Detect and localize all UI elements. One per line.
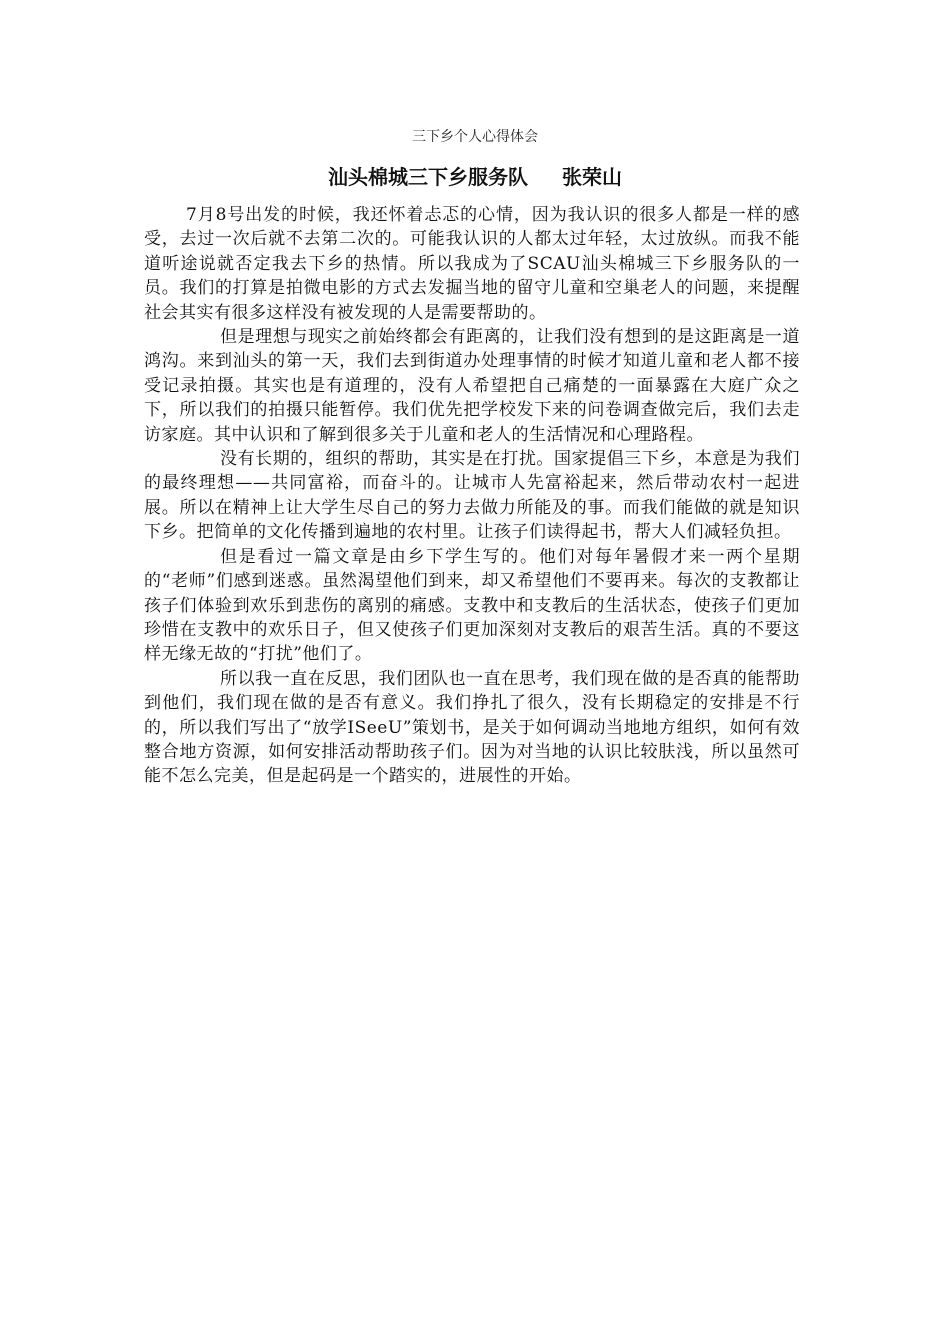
document-header: 三下乡个人心得体会 xyxy=(412,129,538,145)
document-title xyxy=(0,163,950,191)
title-team-name: 汕头棉城三下乡服务队 xyxy=(328,165,528,189)
document-body xyxy=(144,203,800,789)
title-author-name: 张荣山 xyxy=(562,165,622,189)
body-paragraph-2: 但是理想与现实之前始终都会有距离的，让我们没有想到的是这距离是一道鸿沟。来到汕头的第一天，我们去到街道办处理事情的时候才知道儿童和老人都不接受记录拍摄。其实也是有道理的，没有人希望把自己痛楚的一面暴露在大庭广众之下，所以我们的拍摄只能暂停。我们优先把学校发下来的问卷调查做完后，我们去走访家庭。其中认识和了解到很多关于儿童和老人的生活情况和心理路程。 xyxy=(144,327,800,445)
body-paragraph-1: 7月8号出发的时候，我还怀着忐忑的心情，因为我认识的很多人都是一样的感受，去过一次后就不去第二次的。可能我认识的人都太过年轻，太过放纵。而我不能道听途说就否定我去下乡的热情。所以我成为了SCAU汕头棉城三下乡服务队的一员。我们的打算是拍微电影的方式去发掘当地的留守儿童和空巢老人的问题，来提醒社会其实有很多这样没有被发现的人是需要帮助的。 xyxy=(144,205,800,323)
body-paragraph-5: 所以我一直在反思，我们团队也一直在思考，我们现在做的是否真的能帮助到他们，我们现在做的是否有意义。我们挣扎了很久，没有长期稳定的安排是不行的，所以我们写出了“放学ISeeU”策划书，是关于如何调动当地地方组织，如何有效整合地方资源，如何安排活动帮助孩子们。因为对当地的认识比较肤浅，所以虽然可能不怎么完美，但是起码是一个踏实的，进展性的开始。 xyxy=(144,668,800,787)
body-paragraph-4: 但是看过一篇文章是由乡下学生写的。他们对每年暑假才来一两个星期的“老师”们感到迷惑。虽然渴望他们到来，却又希望他们不要再来。每次的支教都让孩子们体验到欢乐到悲伤的离别的痛感。支教中和支教后的生活状态，使孩子们更加珍惜在支教中的欢乐日子，但又使孩子们更加深刻对支教后的艰苦生活。真的不要这样无缘无故的“打扰”他们了。 xyxy=(144,546,800,665)
body-paragraph-3: 没有长期的，组织的帮助，其实是在打扰。国家提倡三下乡，本意是为我们的最终理想——共同富裕，而奋斗的。让城市人先富裕起来，然后带动农村一起进展。所以在精神上让大学生尽自己的努力去做力所能及的事。而我们能做的就是知识下乡。把简单的文化传播到遍地的农村里。让孩子们读得起书，帮大人们减轻负担。 xyxy=(144,449,800,543)
